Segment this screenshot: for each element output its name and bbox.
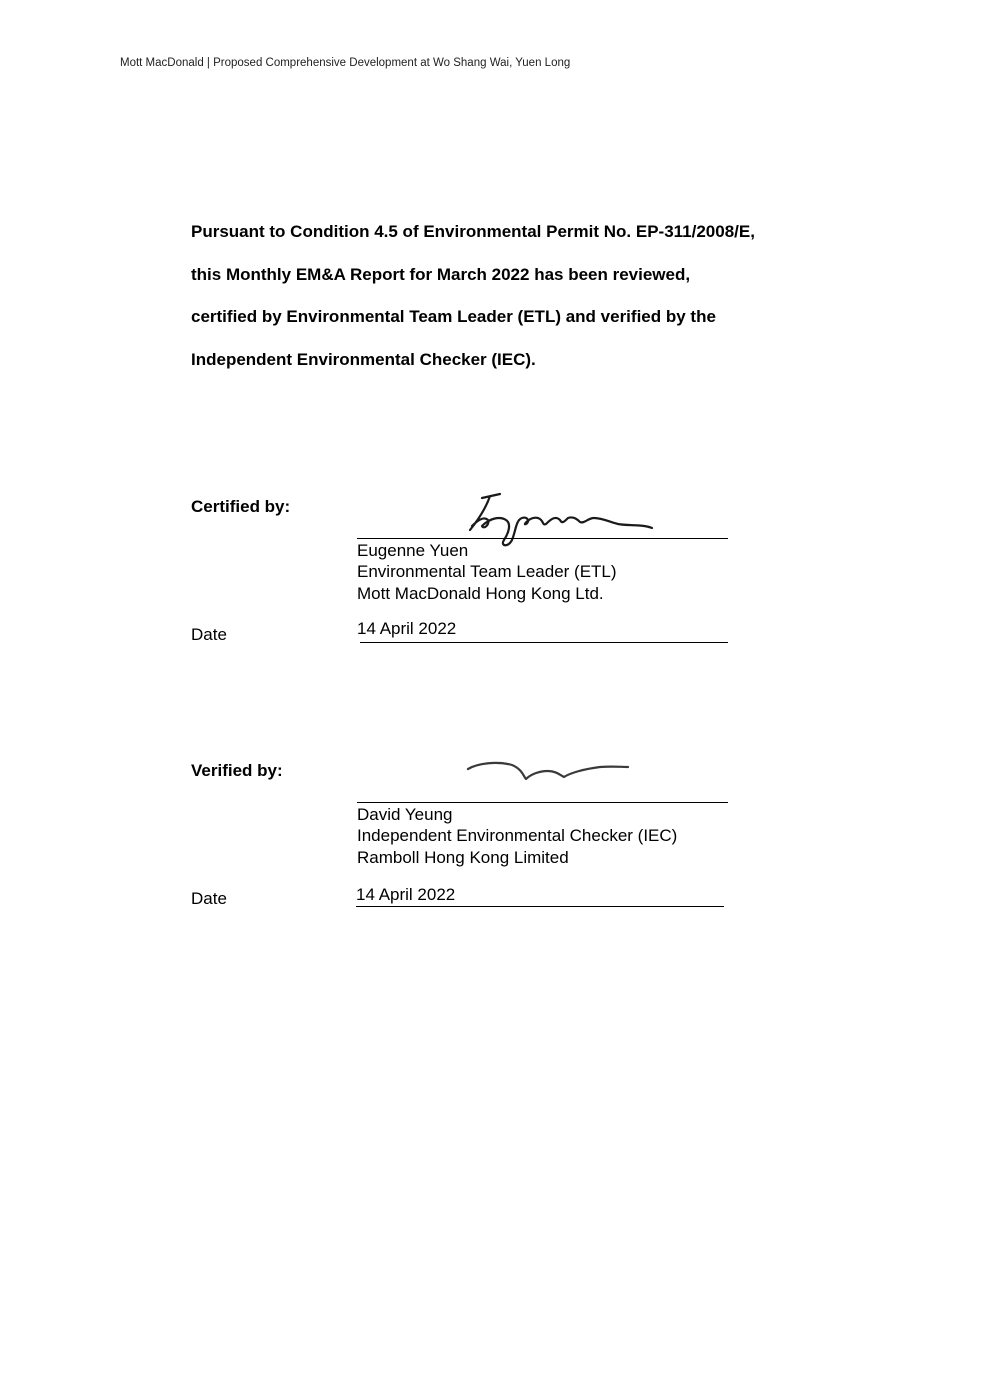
signer-role: Independent Environmental Checker (IEC) <box>357 826 678 846</box>
certified-signature-line <box>357 538 728 539</box>
verified-date: 14 April 2022 <box>356 885 456 904</box>
certification-statement <box>191 211 891 381</box>
signer-name: David Yeung <box>357 805 453 824</box>
signer-name: Eugenne Yuen <box>357 541 469 560</box>
statement-line: Pursuant to Condition 4.5 of Environmental Permit No. EP-311/2008/E, <box>191 222 755 241</box>
verified-date-label: Date <box>191 889 227 908</box>
statement-line: certified by Environmental Team Leader (ETL) and verified by the <box>191 307 716 326</box>
statement-line: Independent Environmental Checker (IEC). <box>191 349 536 369</box>
certified-by-label: Certified by: <box>191 497 291 516</box>
verified-signer-block <box>357 804 677 868</box>
signer-organization: Ramboll Hong Kong Limited <box>357 847 569 867</box>
verified-by-label: Verified by: <box>191 761 283 780</box>
signer-role: Environmental Team Leader (ETL) <box>357 562 617 582</box>
verified-signature-line <box>357 802 728 803</box>
iec-signature <box>460 755 640 790</box>
certified-signer-block <box>357 540 617 604</box>
certified-date: 14 April 2022 <box>357 619 457 638</box>
signer-organization: Mott MacDonald Hong Kong Ltd. <box>357 583 604 603</box>
certified-date-line <box>360 642 728 643</box>
certified-date-label: Date <box>191 625 227 644</box>
statement-line: this Monthly EM&A Report for March 2022 has been reviewed, <box>191 264 691 284</box>
page-header: Mott MacDonald | Proposed Comprehensive Development at Wo Shang Wai, Yuen Long <box>120 57 571 69</box>
verified-date-line <box>356 906 724 907</box>
